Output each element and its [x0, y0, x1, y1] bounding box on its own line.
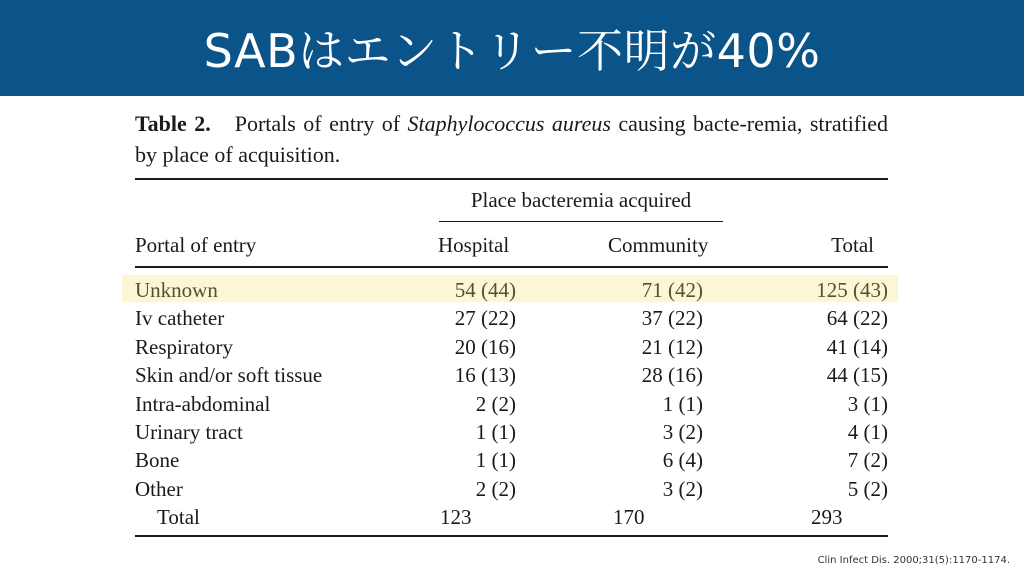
slide-title: SABはエントリー不明が40%: [203, 24, 821, 78]
row-total: 44 (15): [826, 363, 888, 388]
table-figure: [135, 108, 889, 529]
row-total: 5 (2): [847, 476, 888, 501]
row-total: 7 (2): [847, 448, 888, 473]
table-caption: [135, 108, 888, 170]
total-row-label: Total: [157, 505, 200, 529]
row-hospital: 54 (44): [454, 278, 516, 302]
row-total: 41 (14): [826, 334, 888, 359]
row-total: 3 (1): [847, 391, 888, 416]
total-row-hospital: 123: [440, 505, 472, 529]
total-row-total: 293: [811, 505, 843, 529]
row-total: 64 (22): [826, 306, 888, 331]
row-portal: Iv catheter: [135, 306, 225, 331]
spanning-header: Place bacteremia acquired: [470, 188, 692, 212]
row-portal: Intra-abdominal: [135, 391, 271, 416]
caption-after: causing bacte-remia, stratified by place of acquisition.: [135, 111, 889, 167]
row-hospital: 16 (13): [454, 363, 516, 388]
table-top-rule: [135, 178, 888, 180]
spanning-header-rule: [439, 221, 723, 222]
row-portal: Respiratory: [135, 334, 233, 359]
row-hospital: 2 (2): [475, 476, 516, 501]
row-community: 3 (2): [662, 420, 703, 444]
row-hospital: 1 (1): [475, 420, 516, 444]
row-hospital: 2 (2): [475, 391, 516, 416]
row-portal: Urinary tract: [135, 420, 243, 444]
column-header-hospital: Hospital: [438, 233, 510, 257]
column-header-total: Total: [831, 233, 874, 257]
row-portal: Unknown: [135, 278, 218, 302]
column-header-community: Community: [608, 233, 709, 257]
row-community: 6 (4): [662, 448, 703, 473]
column-header-portal: Portal of entry: [135, 233, 257, 257]
row-hospital: 20 (16): [454, 334, 516, 359]
row-community: 71 (42): [641, 278, 703, 302]
row-portal: Bone: [135, 448, 180, 473]
citation: Clin Infect Dis. 2000;31(5):1170-1174.: [817, 555, 1010, 566]
row-hospital: 1 (1): [475, 448, 516, 473]
row-community: 3 (2): [662, 476, 703, 501]
row-portal: Skin and/or soft tissue: [135, 363, 323, 388]
title-bar: [0, 0, 1024, 96]
row-portal: Other: [135, 476, 183, 501]
row-community: 37 (22): [641, 306, 703, 331]
table-bottom-rule: [135, 535, 888, 537]
row-hospital: 27 (22): [454, 306, 516, 331]
table-label: Table 2.: [135, 111, 211, 136]
row-community: 28 (16): [641, 363, 703, 388]
row-community: 21 (12): [641, 334, 703, 359]
row-total: 125 (43): [816, 278, 888, 302]
caption-before: Portals of entry of: [234, 111, 401, 136]
row-total: 4 (1): [847, 420, 888, 444]
total-row-community: 170: [613, 505, 645, 529]
header-bottom-rule: [135, 266, 888, 268]
caption-organism: Staphylococcus aureus: [407, 111, 611, 136]
row-community: 1 (1): [662, 391, 703, 416]
